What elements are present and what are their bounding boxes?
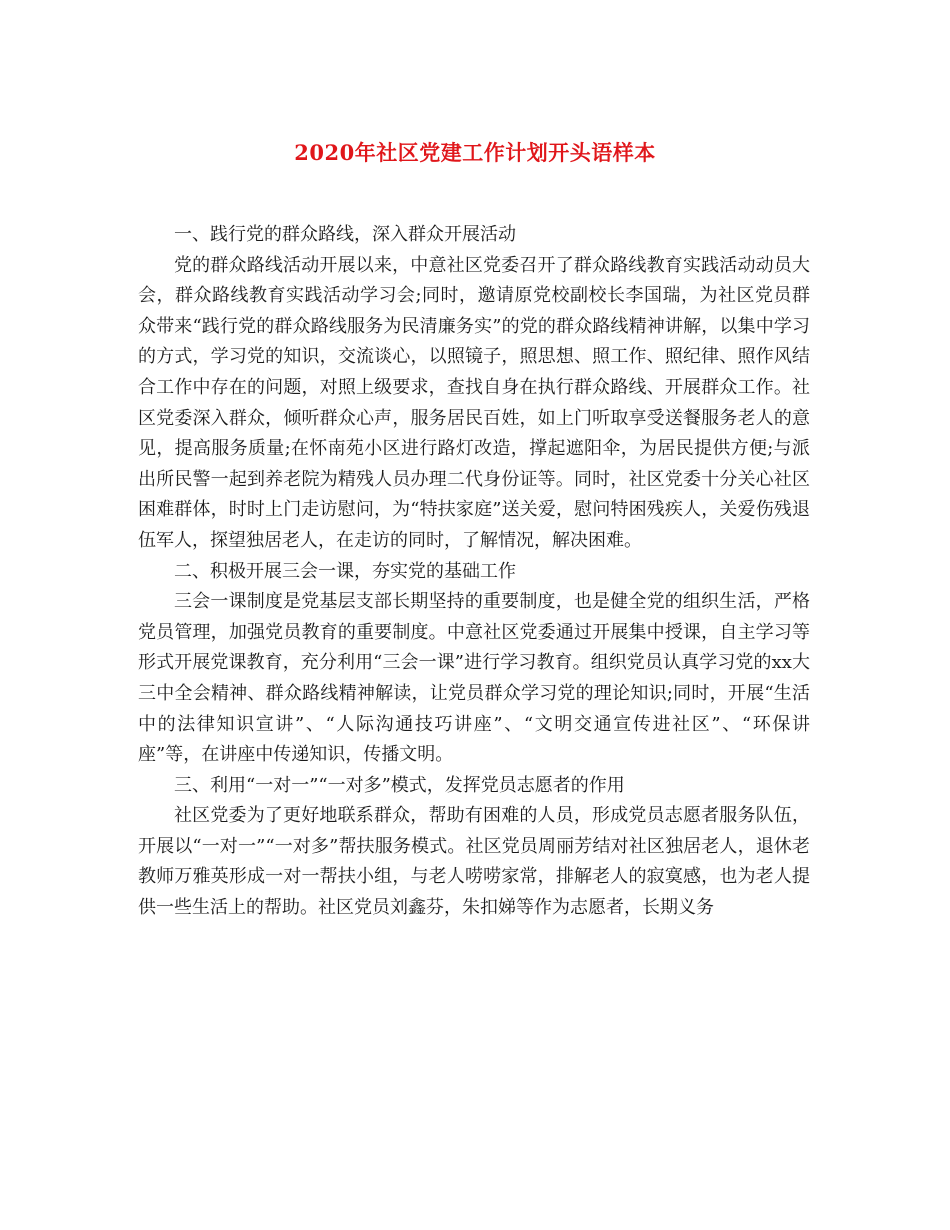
body-paragraph-1: 党的群众路线活动开展以来，中意社区党委召开了群众路线教育实践活动动员大会，群众路线教育实践活动学习会;同时，邀请原党校副校长李国瑞，为社区党员群众带来“践行党的群众路线服务为民清廉务实”的党的群众路线精神讲解，以集中学习的方式，学习党的知识，交流谈心，以照镜子，照思想、照工作、照纪律、照作风结合工作中存在的问题，对照上级要求，查找自身在执行群众路线、开展群众工作。社区党委深入群众，倾听群众心声，服务居民百姓，如上门听取享受送餐服务老人的意见，提高服务质量;在怀南苑小区进行路灯改造，撑起遮阳伞，为居民提供方便;与派出所民警一起到养老院为精残人员办理二代身份证等。同时，社区党委十分关心社区困难群体，时时上门走访慰问，为“特扶家庭”送关爱，慰问特困残疾人，关爱伤残退伍军人，探望独居老人，在走访的同时，了解情况，解决困难。 <box>138 254 811 551</box>
body-paragraph-2: 三会一课制度是党基层支部长期坚持的重要制度，也是健全党的组织生活，严格党员管理，加强党员教育的重要制度。中意社区党委通过开展集中授课，自主学习等形式开展党课教育，充分利用“三会一课”进行学习教育。组织党员认真学习党的xx大三中全会精神、群众路线精神解读，让党员群众学习党的理论知识;同时，开展“生活中的法律知识宣讲”、“人际沟通技巧讲座”、“文明交通宣传进社区”、“环保讲座”等，在讲座中传递知识，传播文明。 <box>138 591 810 766</box>
body-paragraph-3: 社区党委为了更好地联系群众，帮助有困难的人员，形成党员志愿者服务队伍，开展以“一对一”“一对多”帮扶服务模式。社区党员周丽芳结对社区独居老人，退休老教师万雅英形成一对一帮扶小组，与老人唠唠家常，排解老人的寂寞感，也为老人提供一些生活上的帮助。社区党员刘鑫芬，朱扣娣等作为志愿者，长期义务 <box>138 805 810 919</box>
section-heading-2: 二、积极开展三会一课，夯实党的基础工作 <box>174 560 516 582</box>
document-body <box>138 220 810 924</box>
section-heading-1: 一、践行党的群众路线，深入群众开展活动 <box>174 224 516 245</box>
section-heading-3: 三、利用“一对一”“一对多”模式，发挥党员志愿者的作用 <box>174 774 625 796</box>
document-title: 2020年社区党建工作计划开头语样本 <box>294 140 656 165</box>
